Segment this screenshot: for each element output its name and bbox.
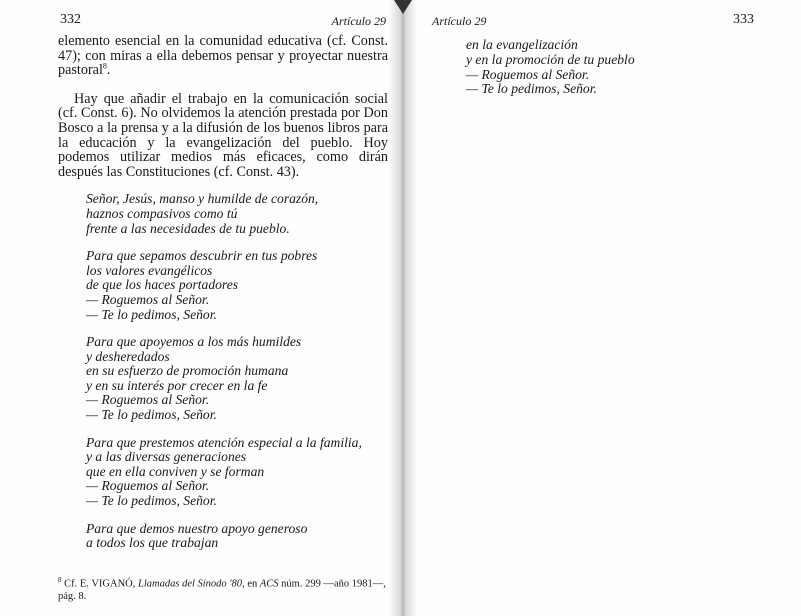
intercession-line: en la evangelización [466,37,578,52]
left-page [58,12,388,551]
intercession-line: Para que sepamos descubrir en tus pobres [86,248,318,264]
intercession-line: y en la promoción de tu pueblo [466,51,635,67]
intercession-line: Para que apoyemos a los más humildes [86,334,302,350]
prayer-line: frente a las necesidades de tu pueblo. [86,220,290,236]
right-page-number: 333 [733,12,754,27]
left-running-head: Artículo 29 [331,14,386,28]
intercession-line: de que los haces portadores [86,277,239,293]
intercession-line: y a las diversas generaciones [86,449,247,465]
response-line: — Roguemos al Señor. [86,478,210,494]
intercession-2 [58,335,388,423]
intercession-3 [58,436,388,509]
footnote-acs: ACS [259,578,279,590]
intercession-4 [58,522,388,551]
intercession-line: y en su interés por crecer en la fe [86,377,268,393]
intercession-line: a todos los que trabajan [86,535,219,551]
left-page-number: 332 [60,12,81,27]
intercession-line: los valores evangélicos [86,262,213,278]
binding-mark [394,0,412,14]
footnote-text-mid: , en [242,578,260,590]
footnote-title: Llamadas del Sínodo '80 [138,578,243,590]
paragraph-continuation-text: elemento esencial en la comunidad educativa (cf. Const. 47); con miras a ella debemos pensar y proyectar nuestra pastoral [58,33,388,79]
intercession-continuation [430,38,760,97]
response-line: — Te lo pedimos, Señor. [466,81,597,97]
response-line: — Roguemos al Señor. [86,291,210,307]
footnote-marker: 8 [58,576,62,584]
right-page-header [430,12,760,34]
book-gutter [388,0,418,616]
paragraph-continuation [58,34,388,78]
paragraph-communication: Hay que añadir el trabajo en la comunicación social (cf. Const. 6). No olvidemos la atención prestada por Don Bosco a la prensa y a la difusión de los buenos libros para la educación y la evangelización del pueblo. Hoy podemos utilizar medios más eficaces, como dirán después las Constituciones (cf. Const. 43). [58,90,388,180]
intercession-line: Para que prestemos atención especial a la familia, [86,434,362,450]
prayer-intro [58,192,388,236]
response-line: — Roguemos al Señor. [86,392,210,408]
left-page-header [58,12,388,34]
footnote-ref: 8 [102,61,107,71]
right-page [430,12,760,97]
intercession-line: Para que demos nuestro apoyo generoso [86,520,308,536]
response-line: — Te lo pedimos, Señor. [86,407,217,423]
intercession-line: y desheredados [86,348,170,364]
intercession-1 [58,249,388,322]
footnote [58,574,388,603]
footnote-text-after: núm. 299 —año 1981—, pág. 8. [58,578,386,602]
paragraph-continuation-end: . [106,62,111,79]
prayer-line: haznos compasivos como tú [86,205,238,221]
response-line: — Te lo pedimos, Señor. [86,306,217,322]
footnote-text-before: Cf. E. VIGANÓ, [64,578,139,590]
prayer-line: Señor, Jesús, manso y humilde de corazón, [86,191,319,207]
intercession-line: en su esfuerzo de promoción humana [86,363,289,379]
response-line: — Te lo pedimos, Señor. [86,493,217,509]
intercession-line: que en ella conviven y se forman [86,463,265,479]
right-running-head: Artículo 29 [432,14,487,28]
response-line: — Roguemos al Señor. [466,66,590,82]
